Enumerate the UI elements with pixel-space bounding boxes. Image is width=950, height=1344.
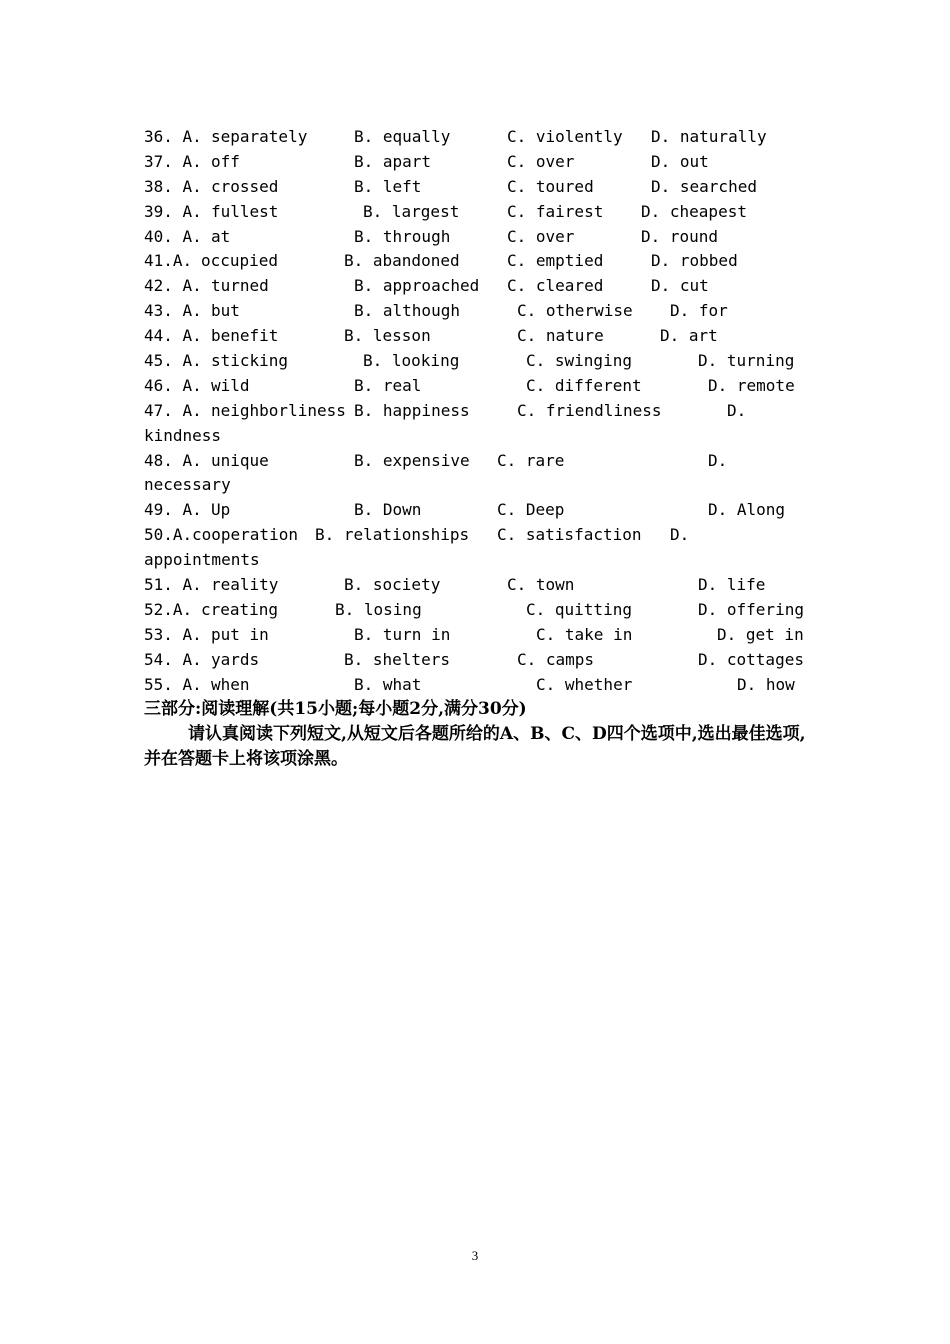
option-b: B. although bbox=[354, 301, 460, 321]
question-number: 43. A. bbox=[144, 301, 202, 321]
question-number: 46. A. bbox=[144, 375, 202, 395]
option-a: sticking bbox=[211, 351, 289, 371]
question-row bbox=[144, 623, 814, 648]
option-d: D. bbox=[708, 450, 728, 470]
option-a: occupied bbox=[201, 251, 279, 271]
question-row bbox=[144, 449, 814, 474]
question-row bbox=[144, 125, 814, 150]
option-a: fullest bbox=[211, 201, 279, 221]
option-c: C. otherwise bbox=[517, 301, 633, 321]
option-b: B. looking bbox=[363, 351, 460, 371]
option-c: C. town bbox=[507, 575, 575, 595]
option-b: B. what bbox=[354, 674, 422, 694]
option-a: but bbox=[211, 301, 240, 321]
option-c: C. take in bbox=[536, 624, 633, 644]
option-a: turned bbox=[211, 276, 269, 296]
question-number: 45. A. bbox=[144, 351, 202, 371]
option-d: D. naturally bbox=[651, 127, 767, 146]
question-row-continuation bbox=[144, 548, 814, 573]
question-number: 50.A. bbox=[144, 525, 193, 545]
section-heading: 三部分:阅读理解(共15小题;每小题2分,满分30分) bbox=[144, 699, 527, 720]
question-row bbox=[144, 150, 814, 175]
option-a: Up bbox=[211, 500, 231, 520]
option-b: B. approached bbox=[354, 276, 480, 296]
option-d: D. bbox=[670, 525, 690, 545]
option-c: C. rare bbox=[497, 450, 565, 470]
option-c: C. nature bbox=[517, 326, 604, 346]
option-c: C. over bbox=[507, 151, 575, 171]
question-row bbox=[144, 399, 814, 424]
question-number: 40. A. bbox=[144, 226, 202, 246]
option-d-text: kindness bbox=[144, 425, 222, 445]
question-number: 39. A. bbox=[144, 201, 202, 221]
option-d: D. remote bbox=[708, 375, 795, 395]
option-b: B. turn in bbox=[354, 624, 451, 644]
question-row bbox=[144, 598, 814, 623]
option-a: wild bbox=[211, 375, 250, 395]
question-number: 48. A. bbox=[144, 450, 202, 470]
option-d: D. cottages bbox=[698, 649, 804, 669]
option-d: D. offering bbox=[698, 599, 804, 619]
option-c: C. Deep bbox=[497, 500, 565, 520]
question-row bbox=[144, 225, 814, 250]
option-b: B. equally bbox=[354, 127, 451, 146]
option-a: unique bbox=[211, 450, 269, 470]
option-b: B. real bbox=[354, 375, 422, 395]
option-a: reality bbox=[211, 575, 279, 595]
option-c: C. quitting bbox=[526, 599, 632, 619]
question-number: 53. A. bbox=[144, 624, 202, 644]
question-row bbox=[144, 374, 814, 399]
option-c: C. different bbox=[526, 375, 642, 395]
page-number: 3 bbox=[471, 1248, 479, 1263]
question-row bbox=[144, 200, 814, 225]
option-d: D. turning bbox=[698, 351, 795, 371]
option-b: B. lesson bbox=[344, 326, 431, 346]
question-number: 55. A. bbox=[144, 674, 202, 694]
option-a: put in bbox=[211, 624, 269, 644]
option-b: B. society bbox=[344, 575, 441, 595]
question-row bbox=[144, 673, 814, 698]
option-a: neighborliness bbox=[211, 400, 346, 420]
option-d: D. bbox=[727, 400, 747, 420]
question-row bbox=[144, 175, 814, 200]
question-row bbox=[144, 299, 814, 324]
option-d-text: appointments bbox=[144, 550, 260, 570]
option-d: D. art bbox=[660, 326, 718, 346]
option-b: B. Down bbox=[354, 500, 422, 520]
option-a: when bbox=[211, 674, 250, 694]
option-d: D. cut bbox=[651, 276, 709, 296]
question-row bbox=[144, 274, 814, 299]
question-row-continuation bbox=[144, 424, 814, 449]
option-c: C. cleared bbox=[507, 276, 604, 296]
question-row bbox=[144, 324, 814, 349]
option-a: yards bbox=[211, 649, 260, 669]
question-number: 41.A. bbox=[144, 251, 193, 271]
option-c: C. friendliness bbox=[517, 400, 662, 420]
option-b: B. abandoned bbox=[344, 251, 460, 271]
option-c: C. swinging bbox=[526, 351, 632, 371]
option-b: B. left bbox=[354, 176, 422, 196]
option-c: C. satisfaction bbox=[497, 525, 642, 545]
question-number: 52.A. bbox=[144, 599, 193, 619]
option-d-text: necessary bbox=[144, 475, 231, 495]
question-number: 37. A. bbox=[144, 151, 202, 171]
option-d: D. out bbox=[651, 151, 709, 171]
option-d: D. life bbox=[698, 575, 766, 595]
option-d: D. get in bbox=[717, 624, 804, 644]
option-a: at bbox=[211, 226, 231, 246]
option-b: B. through bbox=[354, 226, 451, 246]
option-c: C. violently bbox=[507, 127, 623, 146]
question-number: 51. A. bbox=[144, 575, 202, 595]
question-row bbox=[144, 498, 814, 523]
option-b: B. largest bbox=[363, 201, 460, 221]
option-c: C. toured bbox=[507, 176, 594, 196]
question-row-continuation bbox=[144, 473, 814, 498]
option-a: cooperation bbox=[192, 525, 298, 545]
option-d: D. robbed bbox=[651, 251, 738, 271]
option-c: C. camps bbox=[517, 649, 595, 669]
option-d: D. for bbox=[670, 301, 728, 321]
option-a: off bbox=[211, 151, 240, 171]
question-list bbox=[144, 125, 814, 772]
question-number: 54. A. bbox=[144, 649, 202, 669]
option-a: separately bbox=[211, 127, 308, 146]
option-b: B. apart bbox=[354, 151, 432, 171]
question-number: 49. A. bbox=[144, 500, 202, 520]
question-number: 36. A. bbox=[144, 127, 202, 146]
section-instruction: 请认真阅读下列短文,从短文后各题所给的A、B、C、D四个选项中,选出最佳选项,并在答题卡上将该项涂黑。 bbox=[144, 724, 806, 770]
option-a: creating bbox=[201, 599, 279, 619]
question-number: 42. A. bbox=[144, 276, 202, 296]
option-c: C. emptied bbox=[507, 251, 604, 271]
option-b: B. relationships bbox=[315, 525, 470, 545]
question-row bbox=[144, 573, 814, 598]
option-d: D. round bbox=[641, 226, 719, 246]
question-row bbox=[144, 648, 814, 673]
option-c: C. whether bbox=[536, 674, 633, 694]
option-d: D. cheapest bbox=[641, 201, 747, 221]
option-d: D. searched bbox=[651, 176, 757, 196]
question-number: 44. A. bbox=[144, 326, 202, 346]
option-c: C. fairest bbox=[507, 201, 604, 221]
question-number: 38. A. bbox=[144, 176, 202, 196]
question-row bbox=[144, 249, 814, 274]
option-c: C. over bbox=[507, 226, 575, 246]
option-b: B. expensive bbox=[354, 450, 470, 470]
option-a: benefit bbox=[211, 326, 279, 346]
option-d: D. Along bbox=[708, 500, 786, 520]
option-b: B. shelters bbox=[344, 649, 450, 669]
option-b: B. happiness bbox=[354, 400, 470, 420]
option-b: B. losing bbox=[335, 599, 422, 619]
option-d: D. how bbox=[737, 674, 795, 694]
question-row bbox=[144, 349, 814, 374]
question-number: 47. A. bbox=[144, 400, 202, 420]
question-row bbox=[144, 523, 814, 548]
option-a: crossed bbox=[211, 176, 279, 196]
